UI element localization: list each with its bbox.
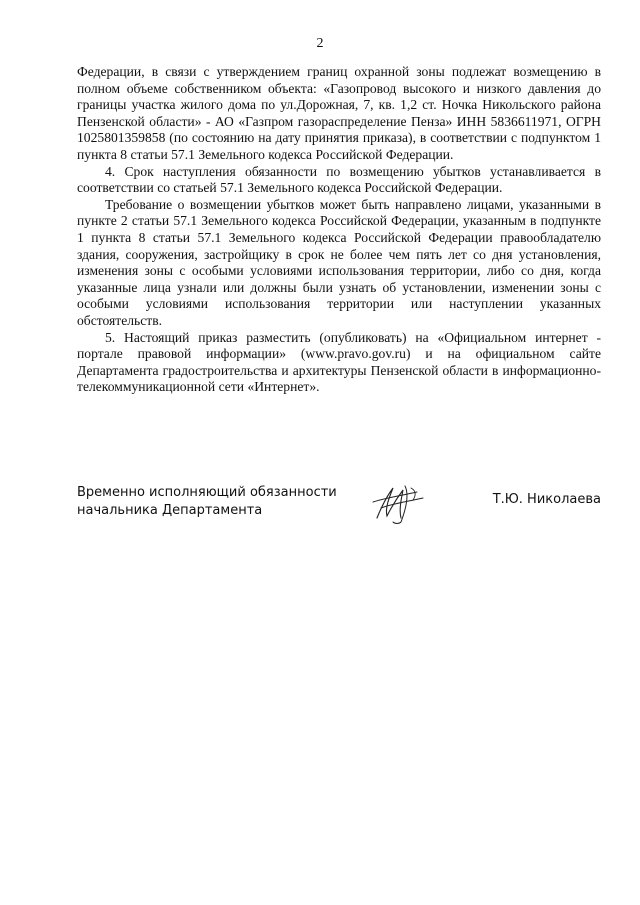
- signature-block: [77, 484, 601, 544]
- signer-position-line-1: Временно исполняющий обязанности: [77, 485, 337, 500]
- paragraph-item-5: 5. Настоящий приказ разместить (опубликовать) на «Официальном интернет - портале правовой информации» (www.pravo.gov.ru) и на официальном сайте Департамента градостроительства и архитектуры Пензенской области в информационно-телекоммуникационной сети «Интернет».: [77, 329, 601, 395]
- signer-name: Т.Ю. Николаева: [492, 492, 601, 507]
- paragraph-continuation: Федерации, в связи с утверждением границ охранной зоны подлежат возмещению в полном объеме собственником объекта: «Газопровод высокого и низкого давления до границы участка жилого дома по ул.Дорожная, 7, кв. 1,2 ст. Ночка Никольского района Пензенской области» - АО «Газпром газораспределение Пенза» ИНН 5836611971, ОГРН 1025801359858 (по состоянию на дату принятия приказа), в соответствии с подпунктом 1 пункта 8 статьи 57.1 Земельного кодекса Российской Федерации.: [77, 64, 601, 162]
- document-body: [77, 64, 601, 396]
- signer-position: [77, 484, 337, 520]
- page-number: 2: [316, 36, 324, 51]
- handwritten-signature: [367, 478, 429, 526]
- paragraph-claim-requirement: Требование о возмещении убытков может быть направлено лицами, указанными в пункте 2 статьи 57.1 Земельного кодекса Российской Федерации, указанным в подпункте 1 пункта 8 статьи 57.1 Земельного кодекса Российской Федерации правообладателю здания, сооружения, застройщику в срок не более чем пять лет со дня установления, изменения зоны с особыми условиями использования территории, либо со дня, когда указанные лица узнали или должны были узнать об установлении, изменении зоны с особыми условиями использования территории или наступлении указанных обстоятельств.: [77, 196, 601, 328]
- paragraph-item-4: 4. Срок наступления обязанности по возмещению убытков устанавливается в соответствии со статьей 57.1 Земельного кодекса Российской Федерации.: [77, 163, 601, 196]
- signer-position-line-2: начальника Департамента: [77, 503, 263, 518]
